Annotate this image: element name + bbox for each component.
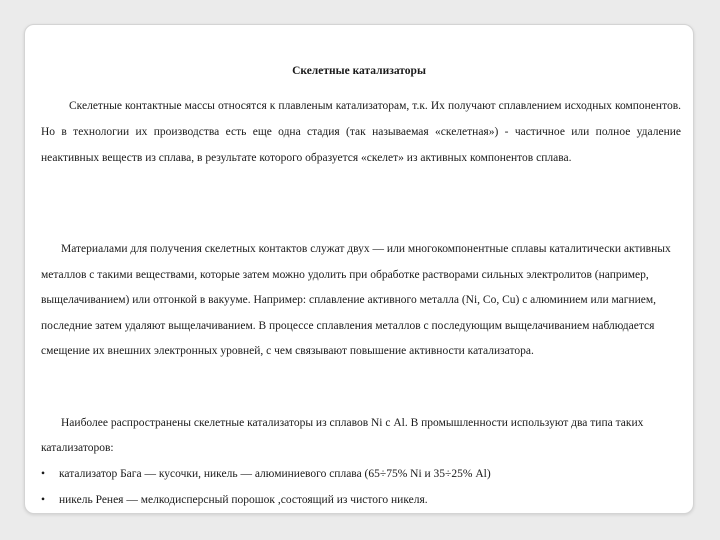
list-item [41,461,681,487]
paragraph-types: Наиболее распространены скелетные катализаторы из сплавов Ni с Al. В промышленности используют два типа таких катализаторов: [41,417,644,454]
page-title: Скелетные катализаторы [292,65,426,77]
list-item-text: никель Ренея — мелкодисперсный порошок ,состоящий из чистого никеля. [59,494,428,506]
bullet-icon: • [41,494,46,506]
bullet-icon: • [41,468,46,480]
catalyst-types-list [41,461,681,513]
list-item-text: катализатор Бага — кусочки, никель — алюминиевого сплава (65÷75% Ni и 35÷25% Al) [59,468,491,480]
slide-page [24,24,694,514]
paragraph-materials: Материалами для получения скелетных контактов служат двух — или многокомпонентные сплавы каталитически активных металлов с такими веществами, которые затем можно удолить при обработке растворами сильных электролитов (например, выщелачиванием) или отгонкой в вакууме. Например: сплавление активного металла (Ni, Co, Cu) с алюминием или магнием, последние затем удаляют выщелачиванием. В процессе сплавления металлов с последующим выщелачиванием наблюдается смещение их внешних электронных уровней, с чем связывают повышение активности катализатора. [41,243,671,357]
paragraph-intro: Скелетные контактные массы относятся к плавленым катализаторам, т.к. Их получают сплавлением исходных компонентов. Но в технологии их производства есть еще одна стадия (так называемая «скелетная») - частичное или полное удаление неактивных веществ из сплава, в результате которого образуется «скелет» из активных компонентов сплава. [41,100,681,164]
list-item [41,487,681,513]
